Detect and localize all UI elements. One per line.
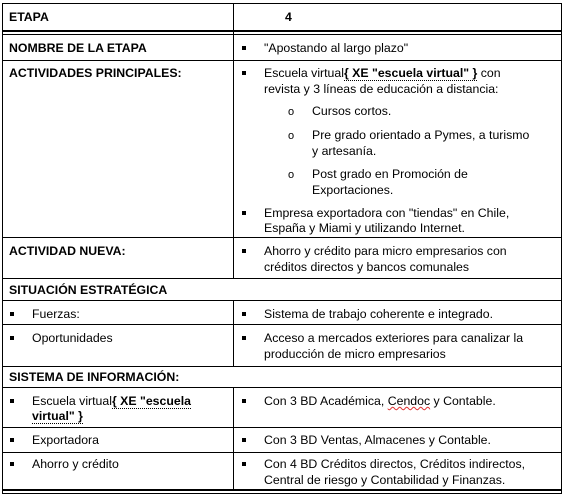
circle-bullet-icon: o bbox=[288, 106, 295, 118]
nombre-value: "Apostando al largo plazo" bbox=[264, 41, 409, 55]
cendoc-word: Cendoc bbox=[387, 394, 431, 408]
rule-bottom bbox=[2, 489, 562, 491]
escuela-label-line-2 bbox=[32, 409, 83, 425]
bullet-icon bbox=[242, 249, 246, 253]
sub-item-pregrado-line-1: Pre grado orientado a Pymes, a turismo bbox=[312, 128, 530, 142]
actividades-item-2-line-2: España y Miami y utilizando Internet. bbox=[264, 221, 465, 235]
actividades-item-2-line-1: Empresa exportadora con "tiendas" en Chile, bbox=[264, 206, 510, 220]
ahorro-line-2: Central de riesgo y Contabilidad y Finanzas. bbox=[264, 473, 506, 487]
ahorro-line-1: Con 4 BD Créditos directos, Créditos indirectos, bbox=[264, 457, 526, 471]
nombre-label: NOMBRE DE LA ETAPA bbox=[9, 41, 147, 55]
actividad-nueva-line-1: Ahorro y crédito para micro empresarios con bbox=[264, 244, 507, 258]
bullet-icon bbox=[242, 462, 246, 466]
situacion-label: SITUACIÓN ESTRATÉGICA bbox=[9, 283, 168, 297]
bullet-icon bbox=[10, 438, 14, 442]
item-1-prefix: Escuela virtual bbox=[264, 66, 344, 80]
actividades-label: ACTIVIDADES PRINCIPALES: bbox=[9, 66, 182, 80]
rule-col-split-1 bbox=[233, 3, 234, 278]
bullet-icon bbox=[10, 462, 14, 466]
rule-col-split-3 bbox=[233, 387, 234, 491]
exportadora-value: Con 3 BD Ventas, Almacenes y Contable. bbox=[264, 433, 491, 447]
ahorro-label: Ahorro y crédito bbox=[32, 457, 119, 471]
bullet-icon bbox=[242, 399, 246, 403]
escuela-label-prefix: Escuela virtual bbox=[32, 394, 112, 408]
rule-after-situacion bbox=[2, 300, 562, 301]
sub-item-postgrado-line-2: Exportaciones. bbox=[312, 183, 394, 197]
rule-after-sistema bbox=[2, 387, 562, 388]
actividad-nueva-line-2: créditos directos y bancos comunales bbox=[264, 260, 470, 274]
rule-after-actividad-nueva bbox=[2, 278, 562, 279]
escuela-label-line-1 bbox=[32, 394, 191, 410]
rule-col-split-2 bbox=[233, 300, 234, 366]
sub-item-cursos: Cursos cortos. bbox=[312, 104, 392, 118]
fuerzas-value: Sistema de trabajo coherente e integrado. bbox=[264, 307, 494, 321]
sub-item-postgrado-line-1: Post grado en Promoción de bbox=[312, 167, 468, 181]
bullet-icon bbox=[242, 71, 246, 75]
actividades-item-1-line-1 bbox=[264, 66, 501, 82]
rule-right bbox=[561, 3, 562, 494]
rule-after-actividades bbox=[2, 237, 562, 238]
rule-after-exportadora bbox=[2, 452, 562, 453]
item-1-suffix: con bbox=[477, 66, 501, 80]
index-field-escuela-virtual-cont: virtual" } bbox=[32, 409, 83, 423]
index-field-escuela-virtual: { XE "escuela virtual" } bbox=[343, 66, 478, 80]
bullet-icon bbox=[10, 399, 14, 403]
bullet-icon bbox=[242, 46, 246, 50]
bullet-icon bbox=[242, 211, 246, 215]
sub-item-pregrado-line-2: y artesanía. bbox=[312, 144, 377, 158]
bullet-icon bbox=[242, 312, 246, 316]
rule-top bbox=[2, 3, 562, 4]
rule-after-header bbox=[2, 30, 562, 32]
etapa-label: ETAPA bbox=[9, 10, 49, 24]
bullet-icon bbox=[242, 336, 246, 340]
oportunidades-line-1: Acceso a mercados exteriores para canalizar la bbox=[264, 331, 524, 345]
rule-after-nombre bbox=[2, 60, 562, 61]
exportadora-label: Exportadora bbox=[32, 433, 99, 447]
oportunidades-line-2: producción de micro empresarios bbox=[264, 347, 446, 361]
actividades-item-1-line-2: revista y 3 líneas de educación a distancia: bbox=[264, 82, 499, 96]
rule-after-header-b bbox=[2, 34, 562, 35]
bullet-icon bbox=[10, 312, 14, 316]
escuela-value bbox=[264, 394, 496, 410]
actividad-nueva-label: ACTIVIDAD NUEVA: bbox=[9, 244, 126, 258]
oportunidades-label: Oportunidades bbox=[32, 331, 113, 345]
bullet-icon bbox=[242, 438, 246, 442]
escuela-value-suffix: y Contable. bbox=[430, 394, 496, 408]
escuela-value-prefix: Con 3 BD Académica, bbox=[264, 394, 388, 408]
bullet-icon bbox=[10, 336, 14, 340]
circle-bullet-icon: o bbox=[288, 169, 295, 181]
rule-after-oportunidades bbox=[2, 366, 562, 367]
rule-after-fuerzas bbox=[2, 324, 562, 325]
circle-bullet-icon: o bbox=[288, 130, 295, 142]
etapa-number: 4 bbox=[285, 10, 292, 24]
rule-after-escuela bbox=[2, 427, 562, 428]
index-field-escuela-virtual: { XE "escuela bbox=[111, 394, 191, 408]
rule-bottom-b bbox=[2, 493, 562, 494]
rule-left bbox=[2, 3, 3, 494]
sistema-label: SISTEMA DE INFORMACIÓN: bbox=[9, 370, 180, 384]
fuerzas-label: Fuerzas: bbox=[32, 307, 80, 321]
